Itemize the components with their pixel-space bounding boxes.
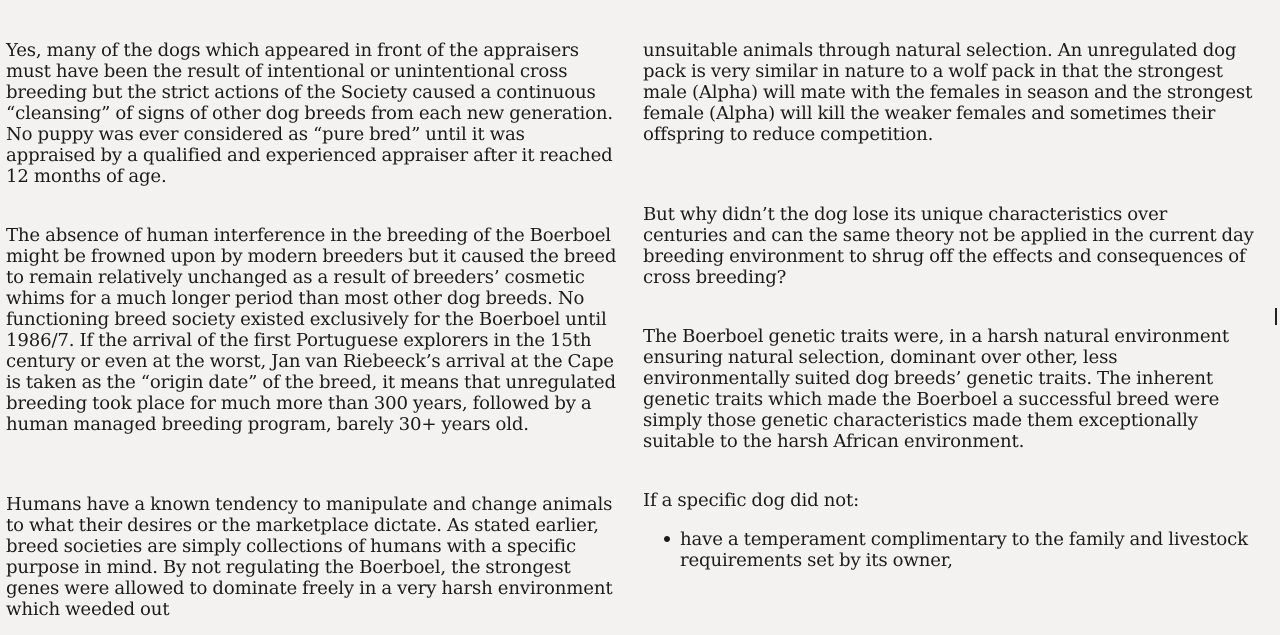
paragraph[interactable]: unsuitable animals through natural selection. An unregulated dog pack is very similar in nature to a wolf pack in that the strongest male (Alpha) will mate with the females in season and the strongest female (Alpha) will kill the weaker females and sometimes their offspring to reduce competition.	[643, 40, 1253, 145]
left-column	[6, 0, 618, 635]
paragraph[interactable]: The absence of human interference in the breeding of the Boerboel might be frowned upon by modern breeders but it caused the breed to remain relatively unchanged as a result of breeders’ cosmetic whims for a much longer period than most other dog breeds. No functioning breed society existed exclusively for the Boerboel until 1986/7. If the arrival of the first Portuguese explorers in the 15th century or even at the worst, Jan van Riebeeck’s arrival at the Cape is taken as the “origin date” of the breed, it means that unregulated breeding took place for much more than 300 years, followed by a human managed breeding program, barely 30+ years old.	[6, 225, 617, 435]
list-item-text: have a temperament complimentary to the family and livestock requirements set by its owner,	[680, 529, 1248, 571]
bullet-list	[643, 529, 1255, 571]
bullet-icon	[664, 536, 670, 542]
text-cursor-icon	[1275, 308, 1277, 325]
paragraph[interactable]: The Boerboel genetic traits were, in a harsh natural environment ensuring natural selection, dominant over other, less environmentally suited dog breeds’ genetic traits. The inherent genetic traits which made the Boerboel a successful breed were simply those genetic characteristics made them exceptionally suitable to the harsh African environment.	[643, 326, 1230, 452]
list-item[interactable]	[643, 529, 1255, 571]
right-column	[643, 0, 1255, 635]
paragraph[interactable]: If a specific dog did not:	[643, 490, 860, 511]
paragraph[interactable]: Humans have a known tendency to manipulate and change animals to what their desires or the marketplace dictate. As stated earlier, breed societies are simply collections of humans with a specific purpose in mind. By not regulating the Boerboel, the strongest genes were allowed to dominate freely in a very harsh environment which weeded out	[6, 494, 613, 620]
paragraph[interactable]: Yes, many of the dogs which appeared in front of the appraisers must have been the result of intentional or unintentional cross breeding but the strict actions of the Society caused a continuous “cleansing” of signs of other dog breeds from each new generation. No puppy was ever considered as “pure bred” until it was appraised by a qualified and experienced appraiser after it reached 12 months of age.	[6, 40, 613, 187]
paragraph[interactable]: But why didn’t the dog lose its unique characteristics over centuries and can the same theory not be applied in the current day breeding environment to shrug off the effects and consequences of cross breeding?	[643, 204, 1254, 288]
